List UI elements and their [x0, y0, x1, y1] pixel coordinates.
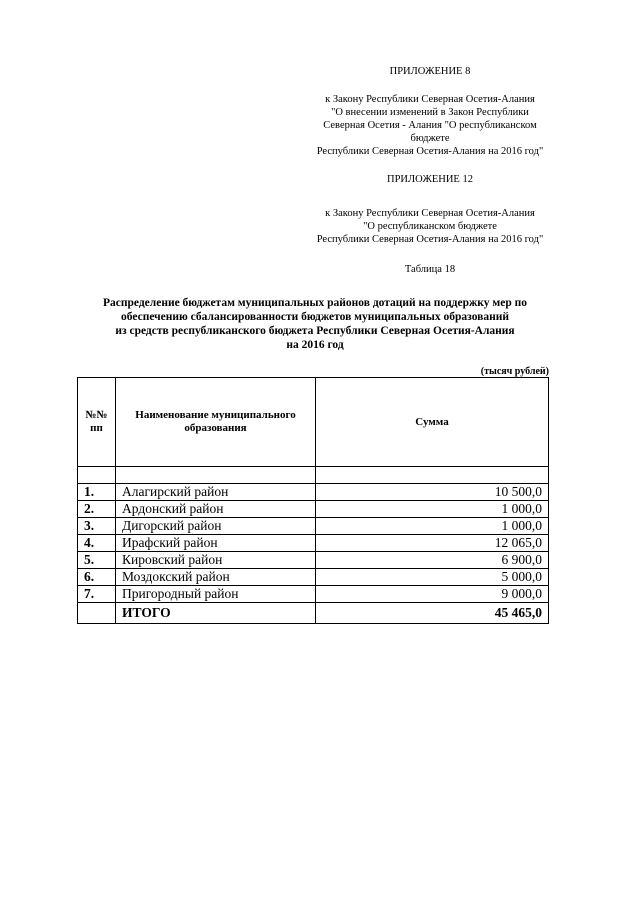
table-header-row [78, 378, 549, 467]
appendix-12-reference [300, 207, 560, 246]
row-name: Ирафский район [116, 535, 316, 552]
row-sum: 9 000,0 [316, 586, 549, 603]
appendix-8-reference [300, 93, 560, 158]
row-number: 7. [78, 586, 116, 603]
row-name: Моздокский район [116, 569, 316, 586]
title-line: Распределение бюджетам муниципальных районов дотаций на поддержку мер по [103, 297, 527, 309]
appendix-12-title: ПРИЛОЖЕНИЕ 12 [387, 174, 473, 185]
appendix-12-ref-line: "О республиканском бюджете [363, 221, 497, 232]
header-number: №№ пп [78, 378, 116, 467]
appendix-8-ref-line: Северная Осетия - Алания "О республиканском [323, 120, 537, 131]
title-line: на 2016 год [286, 339, 344, 351]
row-sum: 10 500,0 [316, 484, 549, 501]
row-name: Алагирский район [116, 484, 316, 501]
table-row [78, 484, 549, 501]
spacer-row [78, 467, 549, 484]
row-name: Ардонский район [116, 501, 316, 518]
row-name: Пригородный район [116, 586, 316, 603]
row-sum: 1 000,0 [316, 501, 549, 518]
budget-table [77, 377, 549, 624]
table-row [78, 535, 549, 552]
title-line: обеспечению сбалансированности бюджетов муниципальных образований [121, 311, 509, 323]
table-row [78, 501, 549, 518]
header-sum: Сумма [316, 378, 549, 467]
appendix-8-title: ПРИЛОЖЕНИЕ 8 [389, 66, 471, 77]
units-label: (тысяч рублей) [480, 366, 549, 377]
row-name: Кировский район [116, 552, 316, 569]
total-row [78, 603, 549, 624]
row-number: 1. [78, 484, 116, 501]
document-title [80, 296, 550, 352]
title-line: из средств республиканского бюджета Республики Северная Осетия-Алания [115, 325, 515, 337]
appendix-8-ref-line: к Закону Республики Северная Осетия-Алания [325, 94, 535, 105]
table-row [78, 586, 549, 603]
appendix-8-ref-line: Республики Северная Осетия-Алания на 2016 год" [316, 146, 544, 157]
table-row [78, 569, 549, 586]
appendix-8-ref-line: бюджете [410, 133, 450, 144]
row-sum: 5 000,0 [316, 569, 549, 586]
row-sum: 6 900,0 [316, 552, 549, 569]
table-row [78, 518, 549, 535]
row-number: 4. [78, 535, 116, 552]
row-sum: 1 000,0 [316, 518, 549, 535]
header-name: Наименование муниципального образования [116, 378, 316, 467]
total-number-cell [78, 603, 116, 624]
table-row [78, 552, 549, 569]
appendix-8-ref-line: "О внесении изменений в Закон Республики [331, 107, 529, 118]
row-number: 6. [78, 569, 116, 586]
row-sum: 12 065,0 [316, 535, 549, 552]
row-name: Дигорский район [116, 518, 316, 535]
row-number: 5. [78, 552, 116, 569]
row-number: 3. [78, 518, 116, 535]
total-sum: 45 465,0 [316, 603, 549, 624]
row-number: 2. [78, 501, 116, 518]
table-number: Таблица 18 [404, 264, 456, 275]
appendix-12-ref-line: к Закону Республики Северная Осетия-Алания [325, 208, 535, 219]
total-label: ИТОГО [116, 603, 316, 624]
appendix-12-ref-line: Республики Северная Осетия-Алания на 2016 год" [316, 234, 544, 245]
